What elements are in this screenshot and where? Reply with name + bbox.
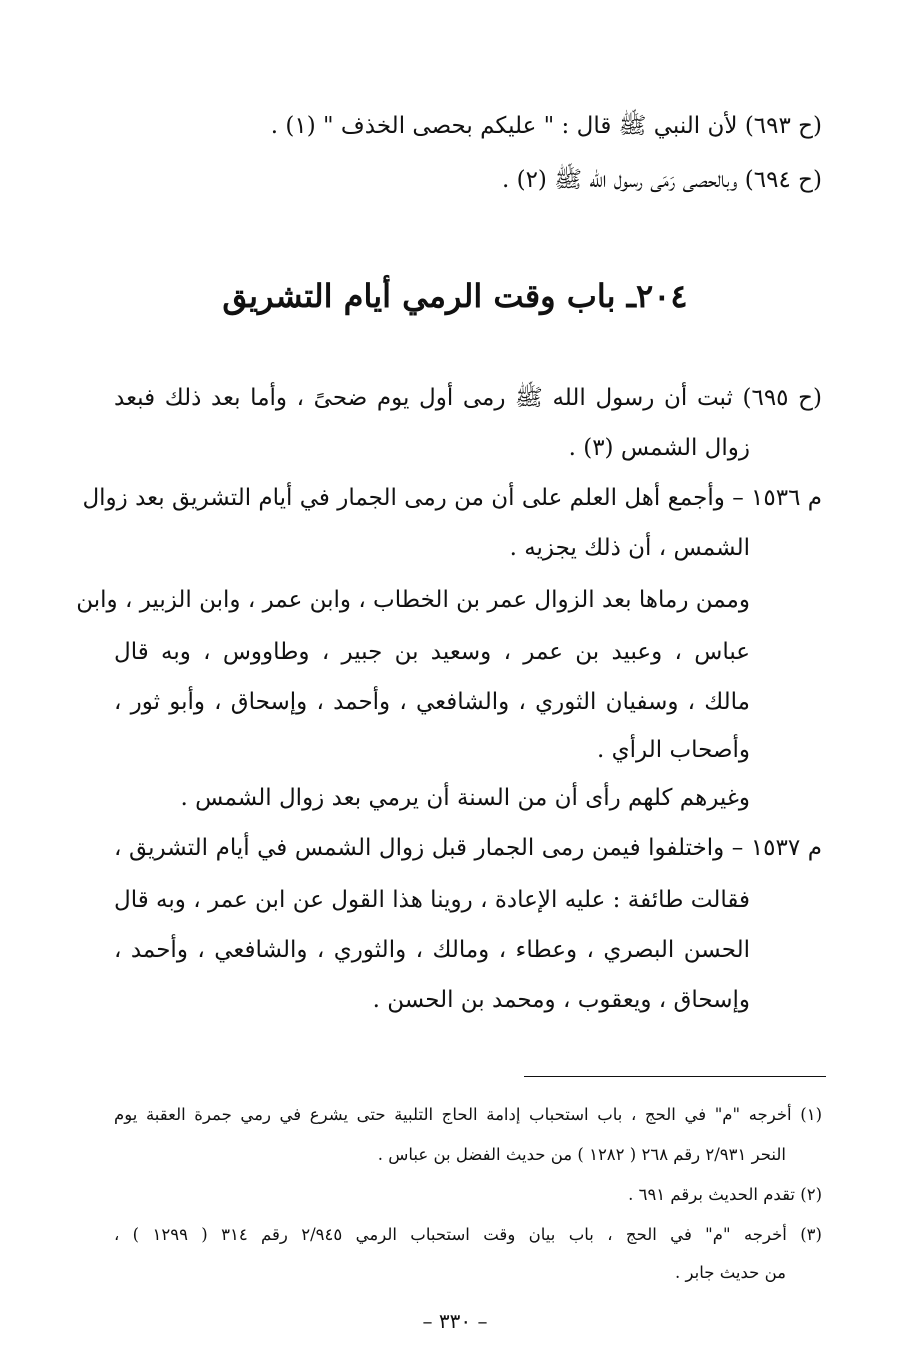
paragraph-line: وممن رماها بعد الزوال عمر بن الخطاب ، وابن عمر ، وابن الزبير ، وابن <box>76 587 750 613</box>
paragraph-line: وأصحاب الرأي . <box>597 737 750 763</box>
chapter-title: ٢٠٤ـ باب وقت الرمي أيام التشريق <box>222 277 688 315</box>
masala-1536-line-2: الشمس ، أن ذلك يجزيه . <box>509 535 750 561</box>
hadith-694: (ح ٦٩٤) وبالحصى رَمَى رسول الله ﷺ (٢) . <box>501 167 822 193</box>
paragraph-line: مالك ، وسفيان الثوري ، والشافعي ، وأحمد ، وإسحاق ، وأبو ثور ، <box>114 689 750 715</box>
footnote-3-line-2: من حديث جابر . <box>675 1263 786 1282</box>
footnote-1-line-1: (١) أخرجه "م" في الحج ، باب استحباب إدامة الحاج التلبية حتى يشرع في رمي جمرة العقبة يوم <box>114 1105 822 1124</box>
paragraph-line: عباس ، وعبيد بن عمر ، وسعيد بن جبير ، وطاووس ، وبه قال <box>114 639 750 665</box>
masala-1537-line-1: م ١٥٣٧ – واختلفوا فيمن رمى الجمار قبل زوال الشمس في أيام التشريق ، <box>114 835 822 861</box>
page-number: – ٣٣٠ – <box>422 1309 488 1333</box>
footnote-separator <box>524 1076 826 1077</box>
paragraph-line: وغيرهم كلهم رأى أن من السنة أن يرمي بعد زوال الشمس . <box>180 785 750 811</box>
masala-1537-line-2: فقالت طائفة : عليه الإعادة ، روينا هذا القول عن ابن عمر ، وبه قال <box>114 887 750 913</box>
hadith-693: (ح ٦٩٣) لأن النبي ﷺ قال : " عليكم بحصى الخذف " (١) . <box>270 113 822 139</box>
masala-1536-line-1: م ١٥٣٦ – وأجمع أهل العلم على أن من رمى الجمار في أيام التشريق بعد زوال <box>82 485 822 511</box>
hadith-695-line-1: (ح ٦٩٥) ثبت أن رسول الله ﷺ رمى أول يوم ضحىً ، وأما بعد ذلك فبعد <box>114 385 822 411</box>
footnote-1-line-2: النحر ٢/٩٣١ رقم ٢٦٨ ( ١٢٨٢ ) من حديث الفضل بن عباس . <box>377 1145 786 1164</box>
masala-1537-line-4: وإسحاق ، ويعقوب ، ومحمد بن الحسن . <box>372 987 750 1013</box>
footnote-3-line-1: (٣) أخرجه "م" في الحج ، باب بيان وقت استحباب الرمي ٢/٩٤٥ رقم ٣١٤ ( ١٢٩٩ ) ، <box>114 1225 822 1244</box>
masala-1537-line-3: الحسن البصري ، وعطاء ، ومالك ، والثوري ، والشافعي ، وأحمد ، <box>114 937 750 963</box>
footnote-2: (٢) تقدم الحديث برقم ٦٩١ . <box>628 1185 822 1204</box>
hadith-695-line-2: زوال الشمس (٣) . <box>568 435 750 461</box>
